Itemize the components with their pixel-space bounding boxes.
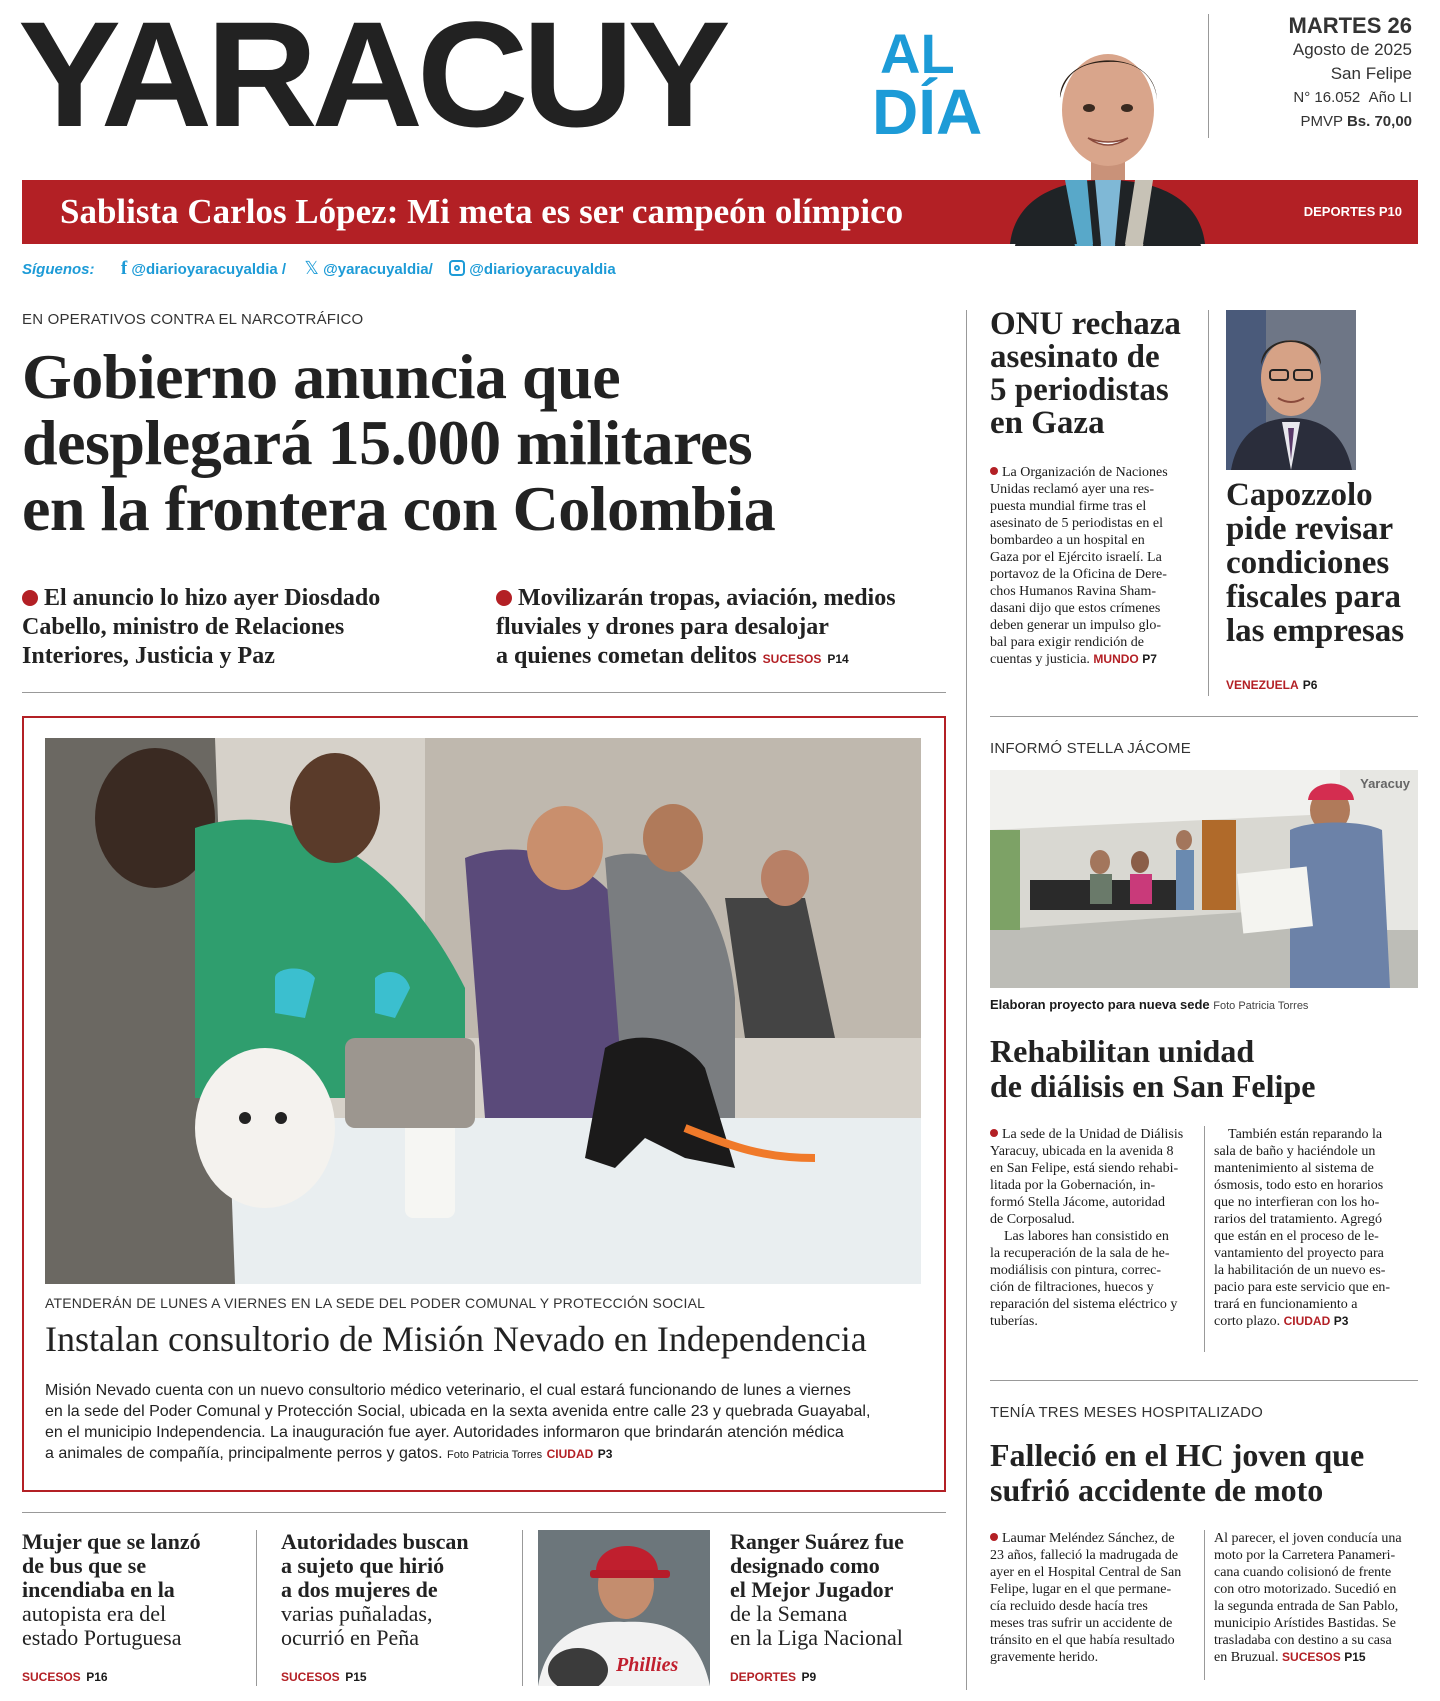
instagram-handle[interactable]: @diarioyaracuyaldia [469, 261, 616, 278]
hc-kicker: TENÍA TRES MESES HOSPITALIZADO [990, 1404, 1264, 1421]
bullet-dot [22, 590, 38, 606]
body-line: mantenimiento al sistema de [1214, 1161, 1374, 1176]
bullet-line: a quienes cometan delitos [496, 643, 757, 669]
body-line: rarios del tratamiento. Agregó [1214, 1212, 1382, 1227]
brand-dia: DÍA [872, 76, 983, 148]
page-ref[interactable]: P14 [827, 652, 849, 666]
body-line: con otro motorizado. Sucedió en [1214, 1582, 1397, 1597]
brief-line: autopista era del [22, 1601, 167, 1626]
headline-line: de diálisis en San Felipe [990, 1068, 1316, 1104]
bullet-dot [990, 1129, 998, 1137]
body-line: Las labores han consistido en [1004, 1229, 1169, 1244]
brief-line: ocurrió en Peña [281, 1625, 420, 1650]
dialisis-col-1 [990, 1126, 1194, 1330]
headline-line: fiscales para [1226, 579, 1402, 615]
body-line: 23 años, falleció la madrugada de [990, 1548, 1179, 1563]
body-line: que no interfieran con los ho- [1214, 1195, 1380, 1210]
section-link[interactable]: SUCESOS [1282, 1650, 1341, 1664]
dialisis-kicker: INFORMÓ STELLA JÁCOME [990, 740, 1191, 757]
bullet-line: Interiores, Justicia y Paz [22, 643, 275, 669]
body-line: tuberías. [990, 1314, 1038, 1329]
body-line: ayer en el Hospital Central de San [990, 1565, 1182, 1580]
dialisis-headline[interactable] [990, 1034, 1418, 1104]
lead-headline-line: desplegará 15.000 militares [22, 407, 753, 478]
lead-headline[interactable] [22, 341, 942, 544]
brief-bus[interactable] [22, 1530, 252, 1689]
right-column-divider [966, 310, 967, 1690]
bullet-line: Cabello, ministro de Relaciones [22, 614, 345, 640]
capozzolo-ref [1226, 676, 1317, 694]
body-line: tránsito en el que había resultado [990, 1633, 1175, 1648]
body-line: bombardeo a un hospital en [990, 533, 1145, 548]
body-line: pacio para este servicio que en- [1214, 1280, 1391, 1295]
headline-line: las empresas [1226, 613, 1405, 649]
brief-line: Ranger Suárez fue [730, 1529, 904, 1554]
brief-line: varias puñaladas, [281, 1601, 433, 1626]
date-text: Agosto de 2025 [1292, 40, 1412, 59]
bullet-dot [990, 467, 998, 475]
body-line: cuentas y justicia. [990, 652, 1090, 667]
athlete-torso [1005, 180, 1210, 244]
body-line: en Bruzual. [1214, 1650, 1279, 1665]
body-line: Yaracuy, ubicada en la avenida 8 [990, 1144, 1174, 1159]
headline-line: Falleció en el HC joven que [990, 1437, 1365, 1473]
body-line: Gaza por el Ejército israelí. La [990, 550, 1162, 565]
hc-headline[interactable] [990, 1438, 1418, 1508]
body-line: Laumar Meléndez Sánchez, de [1002, 1531, 1175, 1546]
body-line: dasani dijo que estos crímenes [990, 601, 1161, 616]
body-line: modiálisis con pintura, correc- [990, 1263, 1162, 1278]
x-handle[interactable]: @yaracuyaldia/ [323, 261, 433, 278]
brief-ranger[interactable] [730, 1530, 950, 1689]
brief-line: incendiaba en la [22, 1577, 175, 1602]
brief-line: de bus que se [22, 1553, 147, 1578]
body-line: La sede de la Unidad de Diálisis [1002, 1127, 1184, 1142]
onu-headline[interactable] [990, 308, 1200, 440]
price: Bs. 70,00 [1346, 113, 1412, 130]
dialisis-col-2 [1214, 1126, 1418, 1330]
section-link[interactable]: DEPORTES [730, 1670, 797, 1684]
body-line: vantamiento del proyecto para [1214, 1246, 1384, 1261]
bullet-line: fluviales y drones para desalojar [496, 614, 829, 640]
lead-kicker: EN OPERATIVOS CONTRA EL NARCOTRÁFICO [22, 311, 364, 328]
social-label: Síguenos: [22, 261, 95, 278]
baseball-player-photo[interactable] [538, 1530, 710, 1686]
issue-number: N° 16.052 [1293, 89, 1361, 106]
bullet-line: El anuncio lo hizo ayer Diosdado [44, 585, 381, 611]
body-line: Al parecer, el joven conducía una [1214, 1531, 1402, 1546]
lead-bullet-1 [22, 584, 492, 671]
brief-line: Mujer que se lanzó [22, 1529, 201, 1554]
feature-body [45, 1380, 925, 1466]
body-line: meses tras sufrir un accidente de [990, 1616, 1173, 1631]
body-line: También están reparando la [1228, 1127, 1383, 1142]
body-line: litada por la Gobernación, in- [990, 1178, 1156, 1193]
feature-kicker: ATENDERÁN DE LUNES A VIERNES EN LA SEDE DEL PODER COMUNAL Y PROTECCIÓN SOCIAL [45, 1295, 706, 1311]
body-line: trasladaba con destino a su casa [1214, 1633, 1392, 1648]
onu-divider [1208, 310, 1209, 696]
body-line: corto plazo. [1214, 1314, 1281, 1329]
dialisis-photo[interactable] [990, 770, 1418, 988]
feature-headline[interactable]: Instalan consultorio de Misión Nevado en Independencia [45, 1319, 867, 1359]
bullet-dot [990, 1533, 998, 1541]
jersey-text: Phillies [616, 1654, 679, 1676]
right-rule-2 [990, 1380, 1418, 1381]
caption-text: Elaboran proyecto para nueva sede [990, 997, 1210, 1012]
section-link[interactable]: SUCESOS [281, 1670, 340, 1684]
body-line: reparación del sistema eléctrico y [990, 1297, 1178, 1312]
brief-line: estado Portuguesa [22, 1625, 182, 1650]
body-line: gravemente herido. [990, 1650, 1099, 1665]
page-ref[interactable]: P16 [86, 1670, 108, 1684]
banner-section: DEPORTES P10 [1303, 204, 1402, 219]
facebook-icon[interactable]: f [120, 258, 128, 279]
body-line: Unidas reclamó ayer una res- [990, 482, 1155, 497]
dialisis-col-divider [1204, 1126, 1205, 1352]
body-line: cía recluido desde hacía tres [990, 1599, 1148, 1614]
body-line: en el municipio Independencia. La inauguración fue ayer. Autoridades informaron que brindarán atención médica [45, 1424, 844, 1441]
lead-bottom-rule [22, 692, 946, 693]
onu-body [990, 464, 1194, 668]
brief-line: designado como [730, 1553, 880, 1578]
hc-col-1 [990, 1530, 1194, 1666]
photo-credit: Foto Patricia Torres [1213, 1000, 1309, 1012]
dialisis-caption [990, 997, 1308, 1012]
instagram-icon[interactable] [449, 260, 465, 276]
hc-col-2 [1214, 1530, 1418, 1666]
body-line: la segunda entrada de San Pablo, [1214, 1599, 1399, 1614]
bullet-dot [496, 590, 512, 606]
headline-line: Capozzolo [1226, 477, 1373, 513]
brief-line: a dos mujeres de [281, 1577, 438, 1602]
body-line: cana cuando colisionó de frente [1214, 1565, 1392, 1580]
body-line: portavoz de la Oficina de Dere- [990, 567, 1167, 582]
body-line: la recuperación de la sala de he- [990, 1246, 1170, 1261]
brand-al: AL [880, 22, 955, 85]
banner-headline: Sablista Carlos López: Mi meta es ser campeón olímpico [60, 192, 904, 231]
headline-line: 5 periodistas [990, 372, 1169, 408]
body-line: formó Stella Jácome, autoridad [990, 1195, 1165, 1210]
headline-line: pide revisar [1226, 511, 1394, 547]
feature-bottom-rule [22, 1512, 946, 1513]
headline-line: asesinato de [990, 339, 1160, 375]
social-bar [22, 258, 616, 280]
right-rule-1 [990, 716, 1418, 717]
city-text: San Felipe [1330, 64, 1412, 83]
dialisis-sign: Yaracuy [1360, 776, 1410, 791]
date-block [1218, 14, 1412, 134]
body-line: ósmosis, todo esto en horarios [1214, 1178, 1384, 1193]
body-line: en San Felipe, está siendo rehabi- [990, 1161, 1179, 1176]
photo-credit: Foto Patricia Torres [447, 1449, 543, 1461]
page-ref[interactable]: P6 [1302, 678, 1318, 692]
headline-line: Rehabilitan unidad [990, 1033, 1255, 1069]
page-ref[interactable]: P15 [345, 1670, 367, 1684]
brief-line: de la Semana [730, 1601, 848, 1626]
price-label: PMVP [1300, 113, 1343, 130]
body-line: bal para exigir rendición de [990, 635, 1144, 650]
brief-line: Autoridades buscan [281, 1529, 469, 1554]
body-line: que están en el proceso de le- [1214, 1229, 1379, 1244]
body-line: en la sede del Poder Comunal y Protección Social, ubicada en la sexta avenida entre calle 23 y quebrada Guayabal, [45, 1403, 871, 1420]
body-line: trará en funcionamiento a [1214, 1297, 1358, 1312]
body-line: deben generar un impulso glo- [990, 618, 1162, 633]
section-link[interactable]: MUNDO [1093, 652, 1139, 666]
headline-line: condiciones [1226, 545, 1390, 581]
brief-divider [256, 1530, 257, 1686]
section-link[interactable]: CIUDAD [1283, 1314, 1331, 1328]
section-link[interactable]: SUCESOS [22, 1670, 81, 1684]
body-line: de Corposalud. [990, 1212, 1075, 1227]
section-link[interactable]: CIUDAD [546, 1447, 594, 1461]
headline-line: en Gaza [990, 405, 1105, 441]
page-ref[interactable]: P15 [1344, 1650, 1366, 1664]
page-ref[interactable]: P3 [597, 1447, 613, 1461]
hc-col-divider [1204, 1530, 1205, 1680]
page-ref[interactable]: P7 [1142, 652, 1157, 666]
section-link[interactable]: SUCESOS [762, 652, 822, 666]
brief-divider [522, 1530, 523, 1686]
capozzolo-photo[interactable] [1226, 310, 1356, 470]
feature-photo[interactable] [45, 738, 921, 1284]
body-line: la habilitación de un nuevo es- [1214, 1263, 1386, 1278]
section-link[interactable]: VENEZUELA [1226, 678, 1299, 692]
body-line: sala de baño y haciéndole un [1214, 1144, 1376, 1159]
body-line: La Organización de Naciones [1002, 465, 1168, 480]
body-line: chos Humanos Ravina Sham- [990, 584, 1157, 599]
body-line: asesinato de 5 periodistas en el [990, 516, 1164, 531]
lead-bullet-2 [496, 584, 946, 674]
body-line: moto por la Carretera Panameri- [1214, 1548, 1396, 1563]
headline-line: sufrió accidente de moto [990, 1472, 1324, 1508]
bullet-line: Movilizarán tropas, aviación, medios [518, 585, 896, 611]
body-line: Misión Nevado cuenta con un nuevo consultorio médico veterinario, el cual estará funcionando de lunes a viernes [45, 1382, 851, 1399]
weekday: MARTES 26 [1288, 13, 1412, 38]
body-line: ción de filtraciones, huecos y [990, 1280, 1154, 1295]
brief-line: el Mejor Jugador [730, 1577, 894, 1602]
brand-main: YARACUY [18, 0, 725, 158]
body-line: puesta mundial firme tras el [990, 499, 1147, 514]
brief-line: a sujeto que hirió [281, 1553, 445, 1578]
page-ref[interactable]: P9 [801, 1670, 817, 1684]
body-line: Felipe, lugar en el que permane- [990, 1582, 1172, 1597]
lead-headline-line: Gobierno anuncia que [22, 341, 621, 412]
headline-line: ONU rechaza [990, 306, 1181, 342]
masthead-logo [18, 0, 983, 158]
x-icon[interactable]: 𝕏 [304, 258, 319, 278]
lead-headline-line: en la frontera con Colombia [22, 473, 776, 544]
brief-stabbing[interactable] [281, 1530, 511, 1689]
capozzolo-headline[interactable] [1226, 478, 1422, 648]
body-line: municipio Arístides Bastidas. Se [1214, 1616, 1396, 1631]
year-number: Año LI [1368, 89, 1412, 106]
page-ref[interactable]: P3 [1333, 1314, 1349, 1328]
masthead-divider [1208, 14, 1209, 138]
brief-line: en la Liga Nacional [730, 1625, 903, 1650]
body-line: a animales de compañía, principalmente perros y gatos. [45, 1445, 443, 1462]
facebook-handle[interactable]: @diarioyaracuyaldia / [131, 261, 287, 278]
